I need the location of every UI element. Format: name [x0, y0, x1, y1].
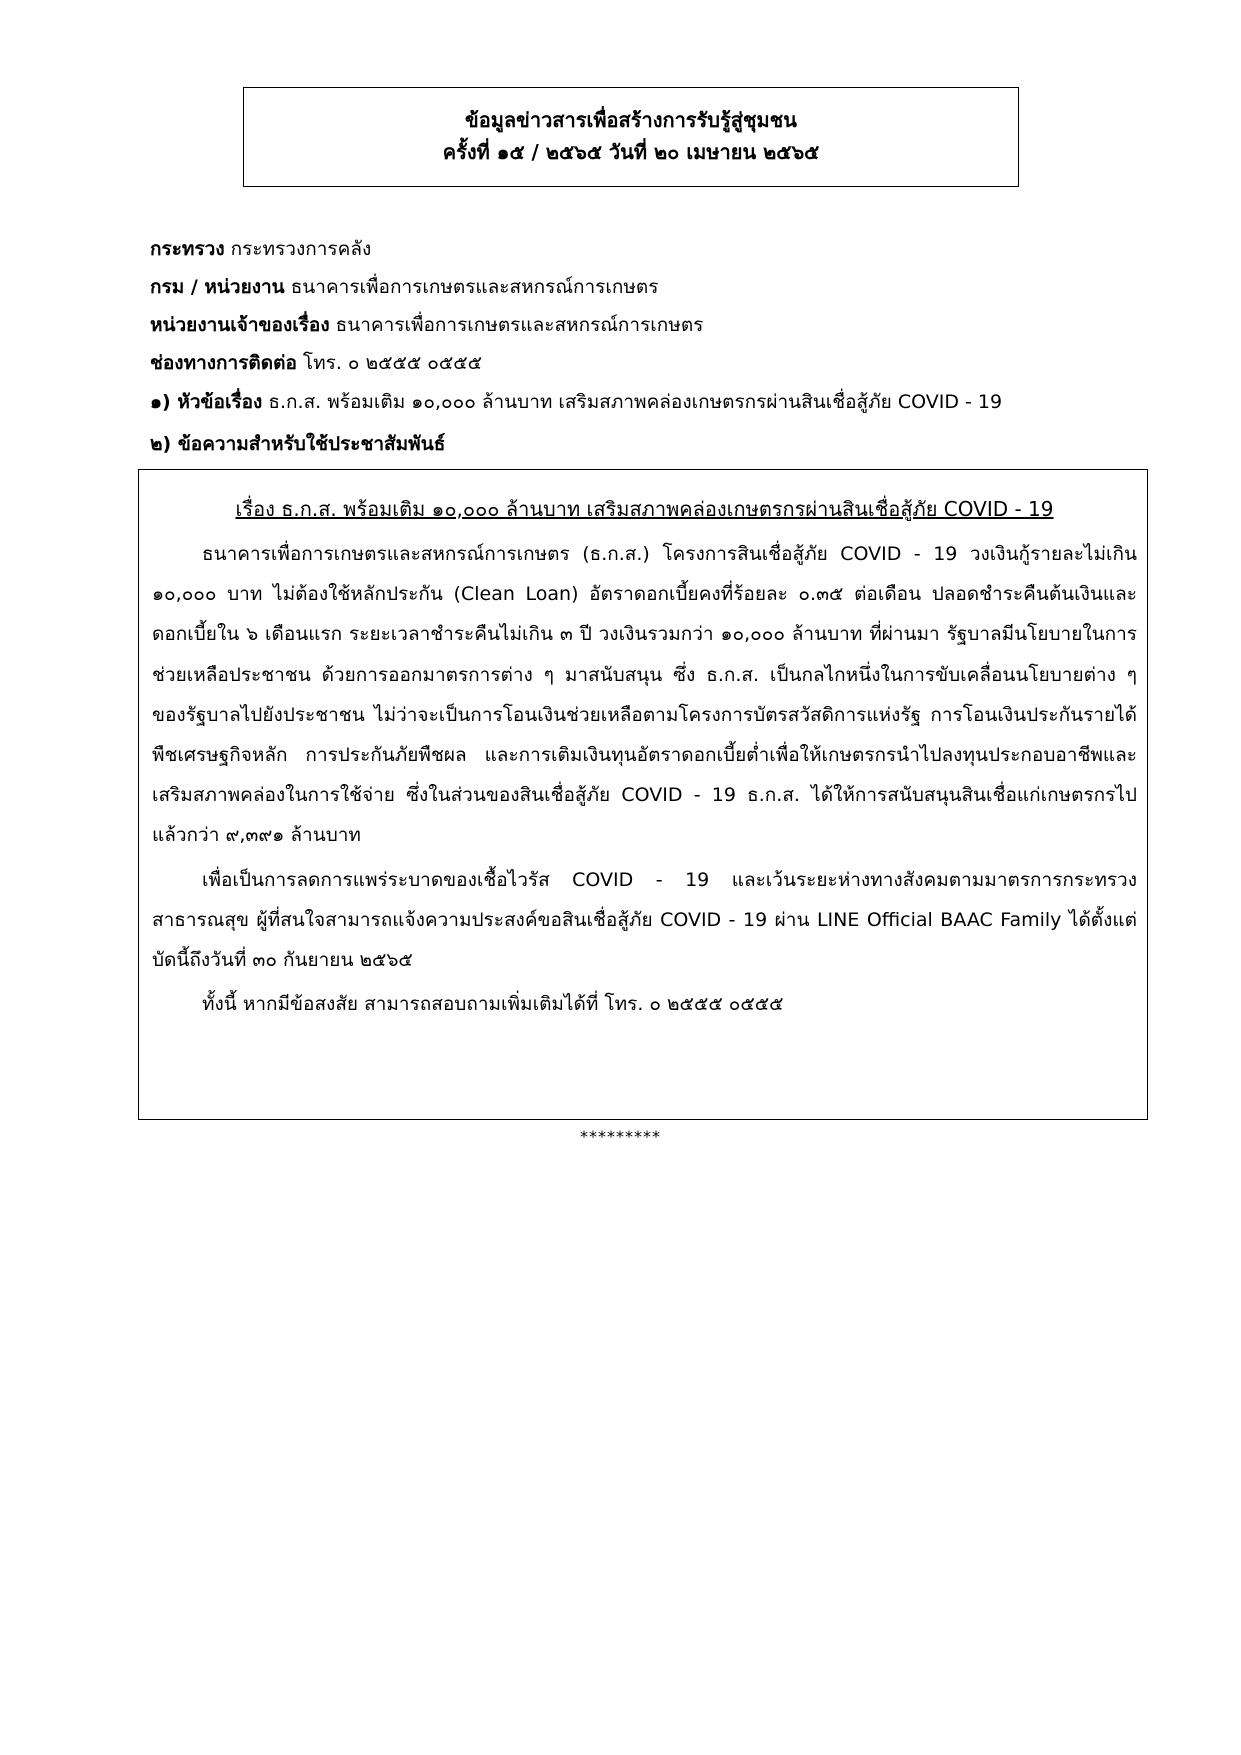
contact-label: ช่องทางการติดต่อ — [150, 352, 297, 374]
owner-row — [150, 306, 1110, 344]
document-title: ข้อมูลข่าวสารเพื่อสร้างการรับรู้สู่ชุมชน — [465, 108, 797, 132]
topic-value: ธ.ก.ส. พร้อมเติม ๑๐,๐๐๐ ล้านบาท เสริมสภาพคล่องเกษตรกรผ่านสินเชื่อสู้ภัย COVID - 19 — [268, 391, 1003, 413]
document-metadata — [150, 230, 1110, 463]
press-message-box — [138, 469, 1148, 1120]
end-separator: ********* — [580, 1127, 661, 1146]
message-paragraph: ทั้งนี้ หากมีข้อสงสัย สามารถสอบถามเพิ่มเติมได้ที่ โทร. ๐ ๒๕๕๕ ๐๕๕๕ — [202, 993, 784, 1016]
message-title: เรื่อง ธ.ก.ส. พร้อมเติม ๑๐,๐๐๐ ล้านบาท เสริมสภาพคล่องเกษตรกรผ่านสินเชื่อสู้ภัย COVID - 19 — [235, 497, 1054, 521]
contact-value: โทร. ๐ ๒๕๕๕ ๐๕๕๕ — [302, 352, 483, 374]
section2-heading — [150, 425, 1110, 463]
topic-row — [150, 383, 1110, 421]
message-paragraph: เพื่อเป็นการลดการแพร่ระบาดของเชื้อไวรัส COVID - 19 และเว้นระยะห่างทางสังคมตามมาตรการกระทรวงสาธารณสุข ผู้ที่สนใจสามารถแจ้งความประสงค์ขอสินเชื่อสู้ภัย COVID - 19 ผ่าน LINE Official BAAC Family ได้ตั้งแต่บัดนี้ถึงวันที่ ๓๐ กันยายน ๒๕๖๕ — [152, 868, 1137, 972]
contact-row — [150, 344, 1110, 382]
ministry-label: กระทรวง — [150, 238, 225, 260]
department-row — [150, 268, 1110, 306]
document-header-box — [243, 87, 1019, 187]
owner-value: ธนาคารเพื่อการเกษตรและสหกรณ์การเกษตร — [335, 314, 704, 336]
issue-line: ครั้งที่ ๑๕ / ๒๕๖๕ วันที่ ๒๐ เมษายน ๒๕๖๕ — [442, 140, 820, 164]
department-label: กรม / หน่วยงาน — [150, 276, 285, 298]
ministry-row — [150, 230, 1110, 268]
section2-label: ๒) ข้อความสำหรับใช้ประชาสัมพันธ์ — [150, 433, 446, 455]
topic-label: ๑) หัวข้อเรื่อง — [150, 391, 263, 413]
ministry-value: กระทรวงการคลัง — [230, 238, 372, 260]
message-paragraph: ธนาคารเพื่อการเกษตรและสหกรณ์การเกษตร (ธ.ก.ส.) โครงการสินเชื่อสู้ภัย COVID - 19 วงเงินกู้รายละไม่เกิน ๑๐,๐๐๐ บาท ไม่ต้องใช้หลักประกัน (Clean Loan) อัตราดอกเบี้ยคงที่ร้อยละ ๐.๓๕ ต่อเดือน ปลอดชำระคืนต้นเงินและดอกเบี้ยใน ๖ เดือนแรก ระยะเวลาชำระคืนไม่เกิน ๓ ปี วงเงินรวมกว่า ๑๐,๐๐๐ ล้านบาท ที่ผ่านมา รัฐบาลมีนโยบายในการช่วยเหลือประชาชน ด้วยการออกมาตรการต่าง ๆ มาสนับสนุน ซึ่ง ธ.ก.ส. เป็นกลไกหนึ่งในการขับเคลื่อนนโยบายต่าง ๆ ของรัฐบาลไปยังประชาชน ไม่ว่าจะเป็นการโอนเงินช่วยเหลือตามโครงการบัตรสวัสดิการแห่งรัฐ การโอนเงินประกันรายได้พืชเศรษฐกิจหลัก การประกันภัยพืชผล และการเติมเงินทุนอัตราดอกเบี้ยต่ำเพื่อให้เกษตรกรนำไปลงทุนประกอบอาชีพและเสริมสภาพคล่องในการใช้จ่าย ซึ่งในส่วนของสินเชื่อสู้ภัย COVID - 19 ธ.ก.ส. ได้ให้การสนับสนุนสินเชื่อแก่เกษตรกรไปแล้วกว่า ๙,๓๙๑ ล้านบาท — [152, 543, 1137, 847]
owner-label: หน่วยงานเจ้าของเรื่อง — [150, 314, 330, 336]
department-value: ธนาคารเพื่อการเกษตรและสหกรณ์การเกษตร — [290, 276, 659, 298]
